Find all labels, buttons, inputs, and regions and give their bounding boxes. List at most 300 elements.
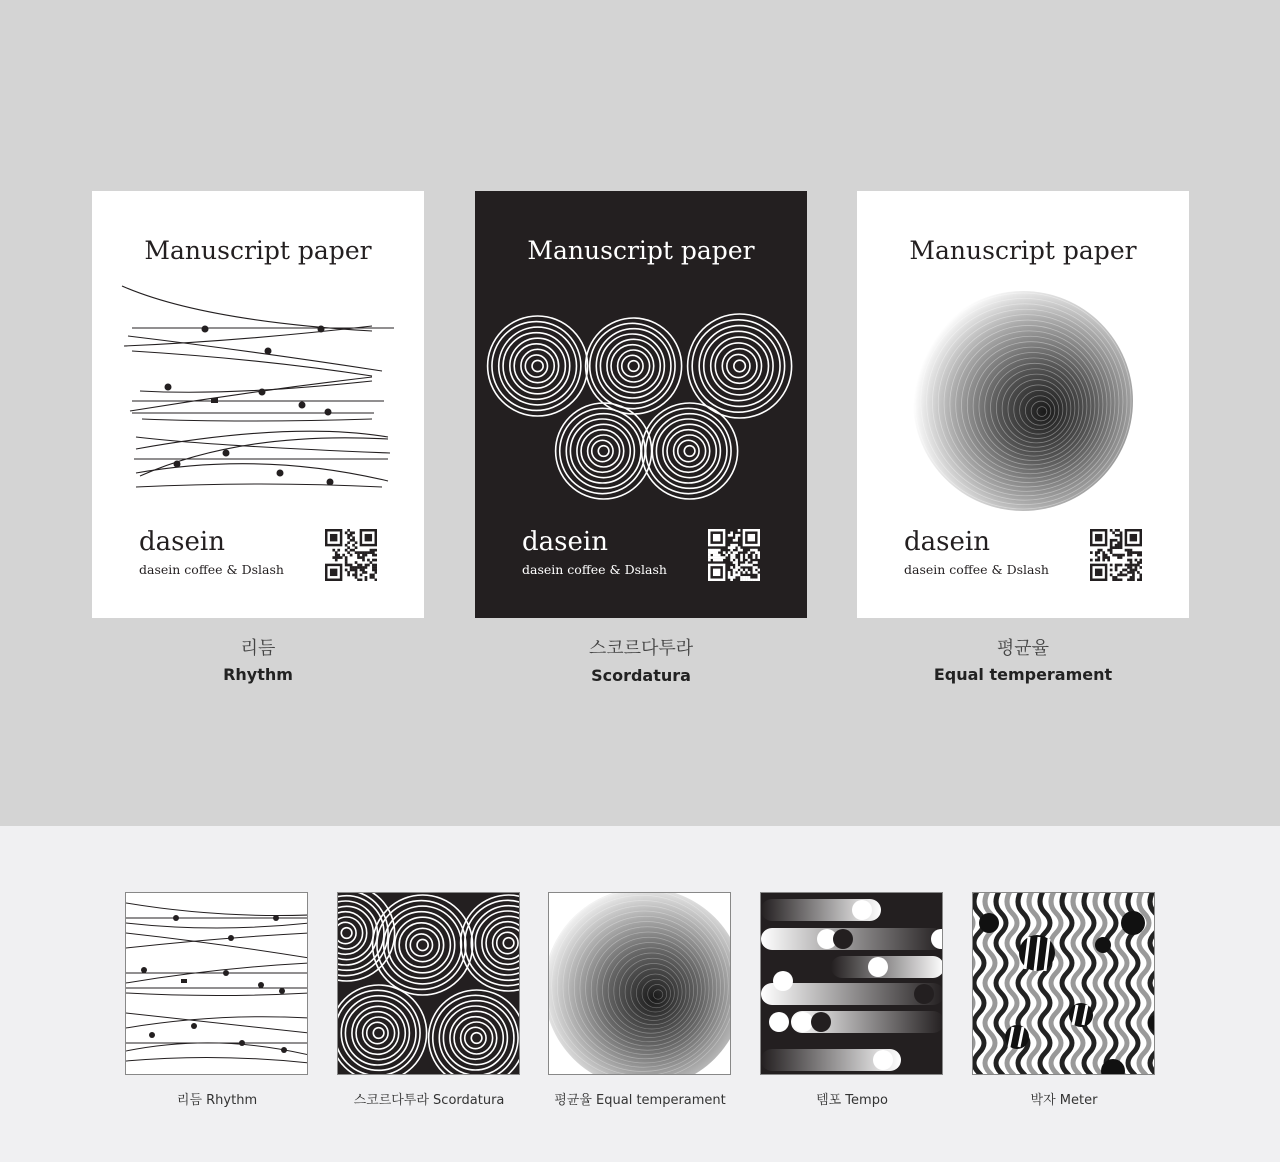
qr-module xyxy=(372,549,375,552)
poster-title: Manuscript paper xyxy=(909,236,1137,265)
qr-module xyxy=(1110,549,1113,552)
qr-module xyxy=(1110,546,1113,549)
spiral-ring xyxy=(450,1011,503,1064)
qr-module xyxy=(755,561,758,564)
qr-module xyxy=(370,561,373,564)
qr-module xyxy=(713,549,716,552)
qr-module xyxy=(750,579,753,581)
qr-module xyxy=(362,559,365,562)
qr-module xyxy=(355,541,358,544)
tile-caption: 스코르다투라 Scordatura xyxy=(353,1093,505,1108)
qr-module xyxy=(375,559,377,562)
qr-module xyxy=(735,539,738,542)
qr-module xyxy=(347,574,350,577)
qr-module xyxy=(372,564,375,567)
brand-name: dasein xyxy=(904,527,990,557)
qr-module xyxy=(748,534,755,541)
qr-module xyxy=(1127,566,1130,569)
qr-module xyxy=(728,574,731,577)
qr-module xyxy=(718,556,721,559)
qr-module xyxy=(360,551,363,554)
qr-module xyxy=(352,536,355,539)
qr-module xyxy=(372,566,375,569)
qr-module xyxy=(728,546,731,549)
qr-module xyxy=(733,561,736,564)
qr-module xyxy=(335,551,338,554)
qr-module xyxy=(738,571,741,574)
qr-module xyxy=(1097,549,1100,552)
tile-tempo xyxy=(760,892,943,1075)
qr-module xyxy=(1110,551,1113,554)
spiral-ring xyxy=(471,1033,482,1044)
qr-module xyxy=(362,556,365,559)
qr-module xyxy=(1130,569,1133,572)
qr-module xyxy=(755,571,758,574)
qr-module xyxy=(350,554,353,557)
qr-code-icon[interactable] xyxy=(1090,529,1142,581)
qr-module xyxy=(713,554,716,557)
qr-module xyxy=(1110,529,1113,532)
qr-module xyxy=(1137,571,1140,574)
qr-module xyxy=(347,571,350,574)
qr-module xyxy=(345,569,348,572)
qr-module xyxy=(740,559,743,562)
qr-module xyxy=(1095,551,1098,554)
qr-module xyxy=(1122,554,1125,557)
qr-module xyxy=(733,554,736,557)
qr-module xyxy=(753,579,756,581)
qr-module xyxy=(1115,534,1118,537)
qr-module xyxy=(1120,534,1123,537)
spiral-ring xyxy=(417,939,428,950)
qr-module xyxy=(715,554,718,557)
spiral-ring xyxy=(388,912,455,979)
qr-module xyxy=(730,559,733,562)
qr-module xyxy=(345,549,348,552)
qr-module xyxy=(723,551,726,554)
qr-module xyxy=(355,569,358,572)
qr-module xyxy=(1110,541,1113,544)
qr-module xyxy=(360,569,363,572)
qr-module xyxy=(730,554,733,557)
qr-module xyxy=(1110,564,1113,567)
qr-module xyxy=(375,566,377,569)
qr-module xyxy=(733,539,736,542)
qr-module xyxy=(1097,551,1100,554)
qr-module xyxy=(730,531,733,534)
qr-module xyxy=(743,564,746,567)
qr-module xyxy=(357,551,360,554)
spiral-ring xyxy=(410,934,432,956)
qr-module xyxy=(708,551,711,554)
qr-module xyxy=(360,579,363,581)
qr-module xyxy=(375,579,377,581)
tile-caption: 평균율 Equal temperament xyxy=(554,1093,726,1108)
spiral-ring xyxy=(497,932,518,953)
qr-module xyxy=(735,566,738,569)
qr-module xyxy=(713,551,716,554)
qr-module xyxy=(755,566,758,569)
qr-module xyxy=(342,554,345,557)
qr-module xyxy=(1130,554,1133,557)
qr-module xyxy=(740,579,743,581)
qr-module xyxy=(738,534,741,537)
qr-module xyxy=(733,556,736,559)
qr-module xyxy=(745,556,748,559)
qr-module xyxy=(743,576,746,579)
qr-module xyxy=(372,559,375,562)
qr-module xyxy=(1140,559,1142,562)
qr-module xyxy=(708,549,711,552)
qr-module xyxy=(708,559,711,562)
qr-module xyxy=(365,554,368,557)
qr-module xyxy=(740,549,743,552)
qr-module xyxy=(360,564,363,567)
qr-module xyxy=(710,549,713,552)
qr-module xyxy=(1117,541,1120,544)
qr-module xyxy=(1122,569,1125,572)
qr-module xyxy=(350,539,353,542)
qr-module xyxy=(357,566,360,569)
qr-module xyxy=(1127,564,1130,567)
qr-module xyxy=(1125,549,1128,552)
qr-module xyxy=(720,559,723,562)
spiral-ring xyxy=(465,1027,486,1048)
poster-equal-temperament-text xyxy=(857,0,1189,700)
qr-module xyxy=(753,561,756,564)
spiral-ring xyxy=(338,901,377,965)
qr-module xyxy=(1120,564,1123,567)
qr-module xyxy=(1095,569,1102,576)
qr-module xyxy=(1132,574,1135,577)
qr-module xyxy=(350,564,353,567)
qr-module xyxy=(738,574,741,577)
qr-module xyxy=(748,576,751,579)
qr-module xyxy=(1105,556,1108,559)
qr-module xyxy=(375,549,377,552)
qr-module xyxy=(758,574,760,577)
qr-module xyxy=(1097,559,1100,562)
qr-module xyxy=(738,546,741,549)
qr-module xyxy=(755,549,758,552)
qr-module xyxy=(1137,564,1140,567)
qr-module xyxy=(1112,579,1115,581)
tile-caption: 리듬 Rhythm xyxy=(176,1093,258,1108)
qr-module xyxy=(730,549,733,552)
qr-module xyxy=(1120,531,1123,534)
qr-module xyxy=(330,569,337,576)
qr-module xyxy=(1115,576,1118,579)
qr-module xyxy=(1127,549,1130,552)
qr-module xyxy=(753,566,756,569)
qr-module xyxy=(345,559,348,562)
qr-module xyxy=(345,531,348,534)
qr-module xyxy=(347,541,350,544)
qr-module xyxy=(733,574,736,577)
qr-module xyxy=(1115,544,1118,547)
qr-module xyxy=(708,554,711,557)
qr-module xyxy=(365,551,368,554)
qr-module xyxy=(337,554,340,557)
qr-module xyxy=(1120,536,1123,539)
caption-korean: 스코르다투라 xyxy=(588,638,694,659)
qr-module xyxy=(1112,539,1115,542)
qr-module xyxy=(1137,551,1140,554)
qr-module xyxy=(708,556,711,559)
qr-module xyxy=(755,551,758,554)
qr-module xyxy=(375,569,377,572)
qr-module xyxy=(1135,551,1138,554)
qr-module xyxy=(1110,539,1113,542)
qr-module xyxy=(740,554,743,557)
qr-module xyxy=(1130,566,1133,569)
qr-module xyxy=(337,549,340,552)
qr-module xyxy=(735,536,738,539)
qr-module xyxy=(1130,564,1133,567)
qr-module xyxy=(332,556,335,559)
qr-module xyxy=(1120,544,1123,547)
qr-module xyxy=(1107,549,1110,552)
poster-title: Manuscript paper xyxy=(144,236,372,265)
qr-module xyxy=(1132,551,1135,554)
qr-module xyxy=(758,554,760,557)
qr-module xyxy=(1110,574,1113,577)
qr-module xyxy=(715,556,718,559)
qr-module xyxy=(1105,554,1108,557)
qr-module xyxy=(1115,546,1118,549)
qr-module xyxy=(360,574,363,577)
qr-module xyxy=(1107,559,1110,562)
qr-module xyxy=(1090,559,1093,562)
qr-module xyxy=(347,564,350,567)
qr-module xyxy=(733,551,736,554)
spiral-ring xyxy=(503,938,514,949)
qr-module xyxy=(748,564,751,567)
qr-module xyxy=(365,571,368,574)
qr-module xyxy=(360,556,363,559)
qr-module xyxy=(748,551,751,554)
qr-module xyxy=(1132,569,1135,572)
qr-module xyxy=(365,564,368,567)
qr-module xyxy=(728,576,731,579)
qr-module xyxy=(715,549,718,552)
qr-module xyxy=(1112,546,1115,549)
qr-module xyxy=(1140,574,1142,577)
qr-module xyxy=(1120,541,1123,544)
spiral-ring xyxy=(367,1022,388,1043)
qr-module xyxy=(1115,566,1118,569)
qr-module xyxy=(355,566,358,569)
qr-module xyxy=(1112,554,1115,557)
rhythm-pattern xyxy=(126,893,308,1075)
qr-module xyxy=(355,551,358,554)
qr-module xyxy=(352,531,355,534)
qr-module xyxy=(372,576,375,579)
spiral-ring xyxy=(345,1001,409,1065)
qr-module xyxy=(1097,556,1100,559)
qr-module xyxy=(748,559,751,562)
qr-module xyxy=(1127,559,1130,562)
qr-module xyxy=(355,571,358,574)
qr-module xyxy=(362,569,365,572)
qr-module xyxy=(370,551,373,554)
qr-module xyxy=(355,574,358,577)
qr-module xyxy=(758,576,760,579)
qr-module xyxy=(1120,554,1123,557)
qr-code-icon[interactable] xyxy=(708,529,760,581)
qr-module xyxy=(1120,539,1123,542)
spiral-ring xyxy=(377,901,466,990)
qr-module xyxy=(1137,561,1140,564)
qr-module xyxy=(1130,549,1133,552)
qr-module xyxy=(1137,579,1140,581)
qr-module xyxy=(735,551,738,554)
qr-module xyxy=(715,559,718,562)
qr-module xyxy=(713,559,716,562)
caption-english: Rhythm xyxy=(223,665,293,684)
qr-module xyxy=(352,544,355,547)
qr-module xyxy=(362,554,365,557)
qr-module xyxy=(372,551,375,554)
qr-module xyxy=(352,574,355,577)
qr-module xyxy=(728,571,731,574)
qr-module xyxy=(1110,569,1113,572)
qr-module xyxy=(332,549,335,552)
qr-module xyxy=(753,549,756,552)
qr-module xyxy=(1132,576,1135,579)
qr-code-icon[interactable] xyxy=(325,529,377,581)
qr-module xyxy=(365,579,368,581)
qr-module xyxy=(1117,544,1120,547)
qr-module xyxy=(1095,534,1102,541)
qr-module xyxy=(730,546,733,549)
qr-module xyxy=(350,534,353,537)
qr-module xyxy=(730,544,733,547)
qr-module xyxy=(718,549,721,552)
qr-module xyxy=(365,576,368,579)
brand-name: dasein xyxy=(522,527,608,557)
qr-module xyxy=(743,571,746,574)
qr-module xyxy=(340,556,343,559)
spiral-ring xyxy=(352,1006,405,1059)
qr-module xyxy=(375,564,377,567)
qr-module xyxy=(1102,559,1105,562)
qr-module xyxy=(1095,559,1098,562)
qr-module xyxy=(335,559,338,562)
qr-module xyxy=(357,556,360,559)
scordatura-pattern xyxy=(338,893,520,1075)
qr-module xyxy=(1115,564,1118,567)
qr-module xyxy=(740,569,743,572)
qr-module xyxy=(1102,556,1105,559)
qr-module xyxy=(345,556,348,559)
qr-module xyxy=(350,531,353,534)
brand-subtitle: dasein coffee & Dslash xyxy=(139,562,284,577)
meter-pattern xyxy=(973,893,1155,1075)
qr-module xyxy=(1130,576,1133,579)
qr-module xyxy=(355,561,358,564)
qr-module xyxy=(710,556,713,559)
qr-module xyxy=(1120,546,1123,549)
qr-module xyxy=(1127,571,1130,574)
qr-module xyxy=(758,551,760,554)
qr-module xyxy=(350,569,353,572)
qr-module xyxy=(1130,571,1133,574)
brand-subtitle: dasein coffee & Dslash xyxy=(904,562,1049,577)
qr-module xyxy=(730,534,733,537)
qr-module xyxy=(347,536,350,539)
qr-module xyxy=(715,551,718,554)
qr-module xyxy=(357,564,360,567)
qr-module xyxy=(335,554,338,557)
qr-module xyxy=(345,564,348,567)
spiral-ring xyxy=(341,928,352,939)
qr-module xyxy=(745,561,748,564)
qr-module xyxy=(735,534,738,537)
qr-module xyxy=(347,534,350,537)
qr-module xyxy=(745,576,748,579)
qr-module xyxy=(345,561,348,564)
qr-module xyxy=(360,566,363,569)
qr-module xyxy=(735,574,738,577)
tile-rhythm xyxy=(125,892,308,1075)
qr-module xyxy=(1140,551,1142,554)
qr-module xyxy=(720,556,723,559)
qr-module xyxy=(733,569,736,572)
qr-module xyxy=(362,571,365,574)
qr-module xyxy=(755,579,758,581)
qr-module xyxy=(1115,539,1118,542)
qr-module xyxy=(1115,529,1118,532)
qr-module xyxy=(723,556,726,559)
qr-module xyxy=(1100,549,1103,552)
qr-module xyxy=(1125,564,1128,567)
qr-module xyxy=(713,569,720,576)
qr-module xyxy=(370,576,373,579)
qr-module xyxy=(725,554,728,557)
brand-name: dasein xyxy=(139,527,225,557)
qr-module xyxy=(372,554,375,557)
qr-module xyxy=(330,534,337,541)
spiral-ring xyxy=(395,917,451,973)
qr-module xyxy=(733,571,736,574)
qr-module xyxy=(1125,574,1128,577)
qr-module xyxy=(738,566,741,569)
qr-module xyxy=(352,549,355,552)
qr-module xyxy=(740,564,743,567)
qr-module xyxy=(1132,579,1135,581)
spiral-ring xyxy=(443,1006,507,1070)
qr-module xyxy=(1112,576,1115,579)
qr-module xyxy=(733,546,736,549)
qr-module xyxy=(1115,579,1118,581)
qr-module xyxy=(730,566,733,569)
qr-module xyxy=(1130,561,1133,564)
qr-module xyxy=(1120,579,1123,581)
qr-module xyxy=(758,569,760,572)
qr-module xyxy=(347,551,350,554)
caption-korean: 리듬 xyxy=(240,638,276,659)
qr-module xyxy=(730,579,733,581)
qr-module xyxy=(1112,531,1115,534)
qr-module xyxy=(1120,574,1123,577)
qr-module xyxy=(352,539,355,542)
qr-module xyxy=(1110,544,1113,547)
qr-module xyxy=(738,549,741,552)
qr-module xyxy=(740,576,743,579)
qr-module xyxy=(758,556,760,559)
qr-module xyxy=(745,554,748,557)
